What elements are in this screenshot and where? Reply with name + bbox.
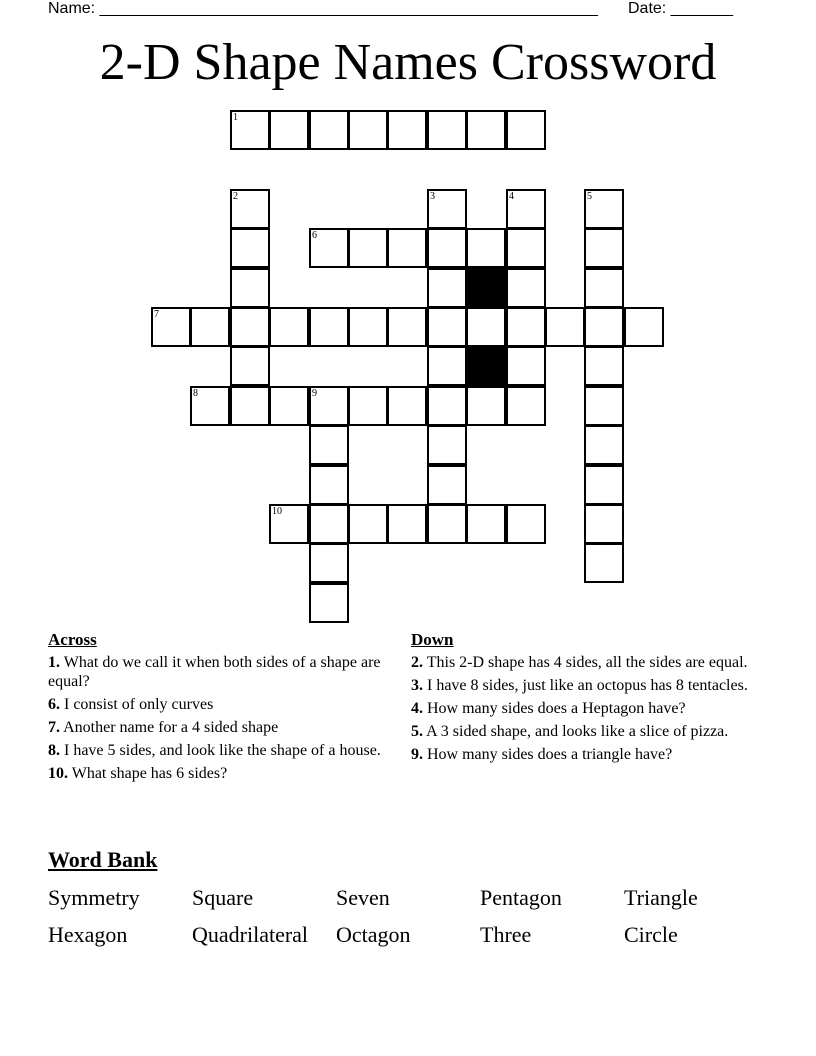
- grid-cell[interactable]: [506, 386, 546, 426]
- clue-number-label: 2: [233, 191, 238, 202]
- grid-cell[interactable]: [466, 110, 506, 150]
- grid-cell[interactable]: [387, 504, 427, 544]
- clue-number-label: 1: [233, 112, 238, 123]
- word-bank-word: Symmetry: [48, 885, 140, 910]
- grid-cell[interactable]: [506, 110, 546, 150]
- grid-cell[interactable]: [624, 307, 664, 347]
- grid-cell[interactable]: [506, 346, 546, 386]
- grid-cell[interactable]: [584, 346, 624, 386]
- grid-cell[interactable]: [506, 228, 546, 268]
- clue-down-9: 9. How many sides does a triangle have?: [411, 746, 673, 763]
- clue-down-3: 3. I have 8 sides, just like an octopus has 8 tentacles.: [411, 677, 748, 694]
- grid-cell[interactable]: [466, 504, 506, 544]
- down-heading: Down: [411, 630, 454, 649]
- clue-across-6: 6. I consist of only curves: [48, 696, 214, 713]
- grid-cell[interactable]: [348, 504, 388, 544]
- clue-across-10: 10. What shape has 6 sides?: [48, 765, 228, 782]
- grid-cell[interactable]: [269, 307, 309, 347]
- word-bank-word: Square: [192, 885, 254, 910]
- clue-number-label: 10: [272, 506, 282, 517]
- grid-cell[interactable]: [427, 307, 467, 347]
- grid-cell[interactable]: [584, 386, 624, 426]
- grid-cell[interactable]: [427, 504, 467, 544]
- grid-cell[interactable]: [427, 110, 467, 150]
- grid-cell[interactable]: [348, 386, 388, 426]
- grid-cell[interactable]: [584, 504, 624, 544]
- word-bank-word: Three: [480, 922, 532, 947]
- word-bank-title: Word Bank: [48, 847, 158, 872]
- grid-cell[interactable]: [387, 307, 427, 347]
- down-clues: [411, 630, 756, 768]
- grid-cell[interactable]: [230, 386, 270, 426]
- grid-cell[interactable]: [230, 307, 270, 347]
- blocked-cell: [466, 346, 506, 386]
- clue-number-label: 9: [312, 388, 317, 399]
- clue-number-label: 8: [193, 388, 198, 399]
- grid-cell[interactable]: [427, 425, 467, 465]
- grid-cell[interactable]: [506, 268, 546, 308]
- grid-cell[interactable]: [348, 228, 388, 268]
- grid-cell[interactable]: [584, 425, 624, 465]
- word-bank-word: Quadrilateral: [192, 922, 309, 947]
- grid-cell[interactable]: [309, 583, 349, 623]
- clue-number-label: 7: [154, 309, 159, 320]
- clue-across-7: 7. Another name for a 4 sided shape: [48, 719, 279, 736]
- word-bank-word: Hexagon: [48, 922, 128, 947]
- clue-down-5: 5. A 3 sided shape, and looks like a slice of pizza.: [411, 723, 729, 740]
- grid-cell[interactable]: [309, 504, 349, 544]
- grid-cell[interactable]: [387, 228, 427, 268]
- across-heading: Across: [48, 630, 97, 649]
- grid-cell[interactable]: [309, 465, 349, 505]
- date-field[interactable]: Date: _______: [628, 0, 733, 17]
- grid-cell[interactable]: [387, 386, 427, 426]
- across-clues: [48, 630, 388, 787]
- word-bank-word: Seven: [336, 885, 390, 910]
- grid-cell[interactable]: [309, 110, 349, 150]
- blocked-cell: [466, 268, 506, 308]
- clue-number-label: 5: [587, 191, 592, 202]
- clue-number-label: 3: [430, 191, 435, 202]
- grid-cell[interactable]: [584, 543, 624, 583]
- grid-cell[interactable]: [427, 346, 467, 386]
- grid-cell[interactable]: [584, 268, 624, 308]
- clue-number-label: 4: [509, 191, 514, 202]
- grid-cell[interactable]: [190, 307, 230, 347]
- grid-cell[interactable]: [584, 307, 624, 347]
- grid-cell[interactable]: [387, 110, 427, 150]
- grid-cell[interactable]: [269, 386, 309, 426]
- grid-cell[interactable]: [466, 307, 506, 347]
- grid-cell[interactable]: [427, 268, 467, 308]
- grid-cell[interactable]: [427, 465, 467, 505]
- word-bank-word: Circle: [624, 922, 678, 947]
- grid-cell[interactable]: [230, 346, 270, 386]
- grid-cell[interactable]: [309, 543, 349, 583]
- name-field[interactable]: Name: ________________________________________________________: [48, 0, 598, 17]
- clue-across-8: 8. I have 5 sides, and look like the shape of a house.: [48, 742, 381, 759]
- clue-down-4: 4. How many sides does a Heptagon have?: [411, 700, 686, 717]
- grid-cell[interactable]: [427, 228, 467, 268]
- grid-cell[interactable]: [309, 307, 349, 347]
- grid-cell[interactable]: [348, 307, 388, 347]
- word-bank-word: Triangle: [624, 885, 698, 910]
- page-title: 2-D Shape Names Crossword: [99, 34, 717, 91]
- grid-cell[interactable]: [466, 228, 506, 268]
- grid-cell[interactable]: [230, 228, 270, 268]
- grid-cell[interactable]: [269, 110, 309, 150]
- clue-across-1: 1. What do we call it when both sides of a shape are equal?: [48, 654, 381, 690]
- grid-cell[interactable]: [584, 465, 624, 505]
- grid-cell[interactable]: [506, 307, 546, 347]
- grid-cell[interactable]: [506, 504, 546, 544]
- grid-cell[interactable]: [309, 425, 349, 465]
- word-bank-word: Pentagon: [480, 885, 562, 910]
- clue-number-label: 6: [312, 230, 317, 241]
- word-bank-word: Octagon: [336, 922, 411, 947]
- grid-cell[interactable]: [584, 228, 624, 268]
- grid-cell[interactable]: [427, 386, 467, 426]
- grid-cell[interactable]: [545, 307, 585, 347]
- grid-cell[interactable]: [348, 110, 388, 150]
- grid-cell[interactable]: [466, 386, 506, 426]
- grid-cell[interactable]: [230, 268, 270, 308]
- clue-down-2: 2. This 2-D shape has 4 sides, all the sides are equal.: [411, 654, 748, 671]
